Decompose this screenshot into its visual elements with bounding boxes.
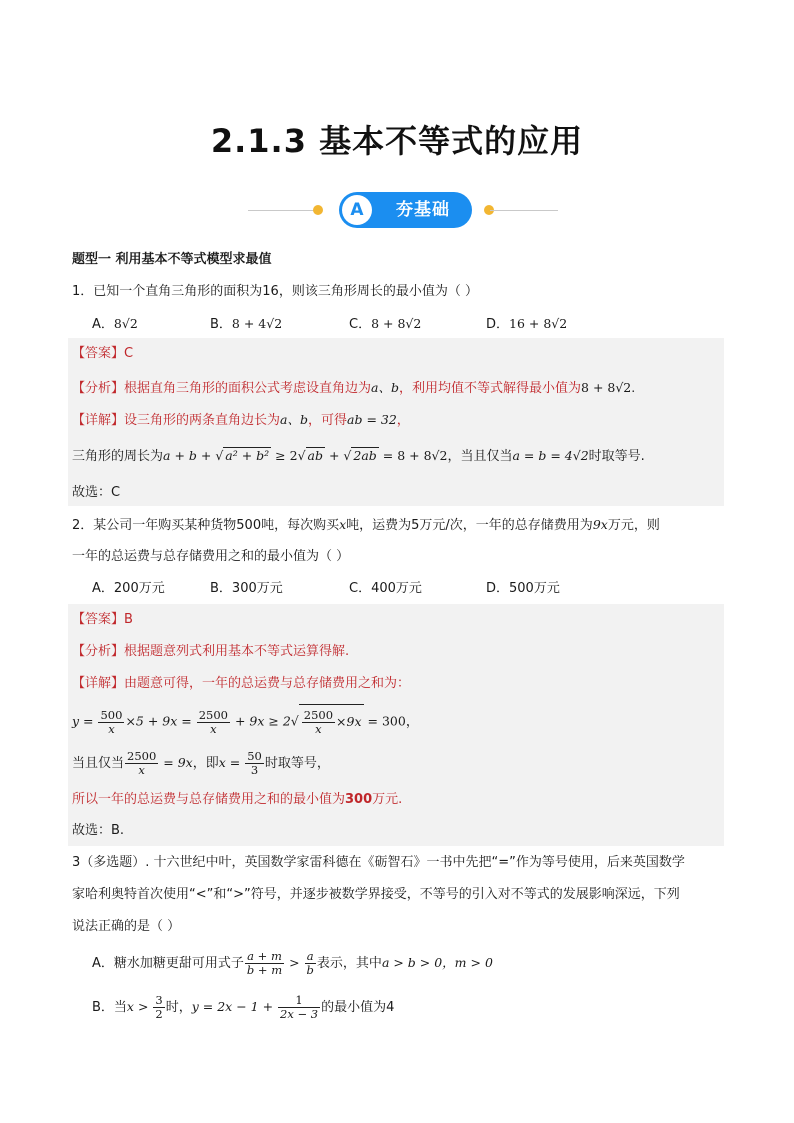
banner-line-right	[490, 210, 558, 211]
frac-1-2x-3: $\frac{1}{2x - 3}$	[280, 993, 319, 1021]
q2-stem: 2．某公司一年购买某种货物500吨，每次购买x吨，运费为5万元/次，一年的总存储费用为9x万元，则	[72, 517, 660, 533]
q2-equation: y = $\frac{500}{x}$ ×5 + 9x = $\frac{2500}{x}$ + 9x ≥ 2√ $\frac{2500}{x}$ ×9x = 300，	[72, 704, 419, 740]
section-banner	[0, 192, 794, 228]
q3-option-b[interactable]: B．当x > $\frac{3}{2}$ 时，y = 2x − 1 + $\frac{1}{2x - 3}$ 的最小值为4	[92, 993, 395, 1021]
q2-option-a[interactable]: A．200万元	[92, 581, 165, 596]
frac-50-3: $\frac{50}{3}$	[247, 749, 262, 777]
banner-dot-left	[313, 205, 323, 215]
q2-detail: 【详解】由题意可得，一年的总运费与总存储费用之和为：	[72, 676, 411, 691]
frac-a-b: $\frac{a}{b}$	[306, 949, 314, 977]
banner-line-left	[248, 210, 318, 211]
q1-stem: 1．已知一个直角三角形的面积为16，则该三角形周长的最小值为（ ）	[72, 284, 478, 299]
q1-option-b[interactable]: B．8 + 4√2	[210, 316, 283, 332]
q3-option-a[interactable]: A．糖水加糖更甜可用式子 $\frac{a + m}{b + m}$ > $\frac{a}{b}$ 表示，其中a > b > 0，m > 0	[92, 949, 493, 977]
q2-choose: 故选：B.	[72, 823, 125, 838]
q3-stem-line3: 说法正确的是（ ）	[72, 919, 181, 934]
q2-answer: 【答案】B	[72, 612, 133, 627]
section-heading: 题型一 利用基本不等式模型求最值	[72, 252, 272, 267]
frac-am-bm: $\frac{a + m}{b + m}$	[246, 949, 283, 977]
q1-detail: 【详解】设三角形的两条直角边长为a、b，可得ab = 32，	[72, 412, 410, 428]
q1-perimeter: 三角形的周长为a + b + √ a² + b² ≥ 2√ ab + √ 2ab = 8 + 8√2，当且仅当a = b = 4√2时取等号.	[72, 448, 645, 464]
q2-analysis: 【分析】根据题意列式利用基本不等式运算得解.	[72, 644, 350, 659]
sqrt-term: $\frac{2500}{x}$ ×9x	[299, 704, 364, 740]
q2-stem-line2: 一年的总运费与总存储费用之和的最小值为（ ）	[72, 549, 350, 564]
page-title: 2.1.3 基本不等式的应用	[210, 122, 584, 160]
q2-option-d[interactable]: D．500万元	[486, 581, 560, 596]
q3-stem-line2: 家哈利奥特首次使用“<”和“>”符号，并逐步被数学界接受，不等号的引入对不等式的发展影响深远，下列	[72, 887, 680, 902]
q1-option-a[interactable]: A．8√2	[92, 316, 138, 332]
q2-option-c[interactable]: C．400万元	[349, 581, 422, 596]
q3-stem-line1: 3（多选题）. 十六世纪中叶，英国数学家雷科德在《砺智石》一书中先把“=”作为等号使用，后来英国数学	[72, 855, 685, 870]
frac-500-x: $\frac{500}{x}$	[100, 707, 123, 736]
q2-option-b[interactable]: B．300万元	[210, 581, 283, 596]
q1-analysis: 【分析】根据直角三角形的面积公式考虑设直角边为a、b，利用均值不等式解得最小值为8 + 8√2.	[72, 380, 636, 396]
banner-label: 夯基础	[396, 200, 450, 220]
q1-answer: 【答案】C	[72, 346, 134, 361]
frac-2500-x: $\frac{2500}{x}$	[198, 707, 228, 736]
q2-condition: 当且仅当 $\frac{2500}{x}$ = 9x，即x = $\frac{50}{3}$ 时取等号，	[72, 749, 330, 777]
q1-option-c[interactable]: C．8 + 8√2	[349, 316, 422, 332]
frac-3-2: $\frac{3}{2}$	[155, 993, 163, 1021]
banner-letter: A	[342, 195, 372, 225]
q1-choose: 故选：C	[72, 485, 121, 500]
frac-2500-x-cond: $\frac{2500}{x}$	[127, 749, 157, 777]
q1-option-d[interactable]: D．16 + 8√2	[486, 316, 568, 332]
q2-conclusion: 所以一年的总运费与总存储费用之和的最小值为300万元.	[72, 792, 403, 807]
